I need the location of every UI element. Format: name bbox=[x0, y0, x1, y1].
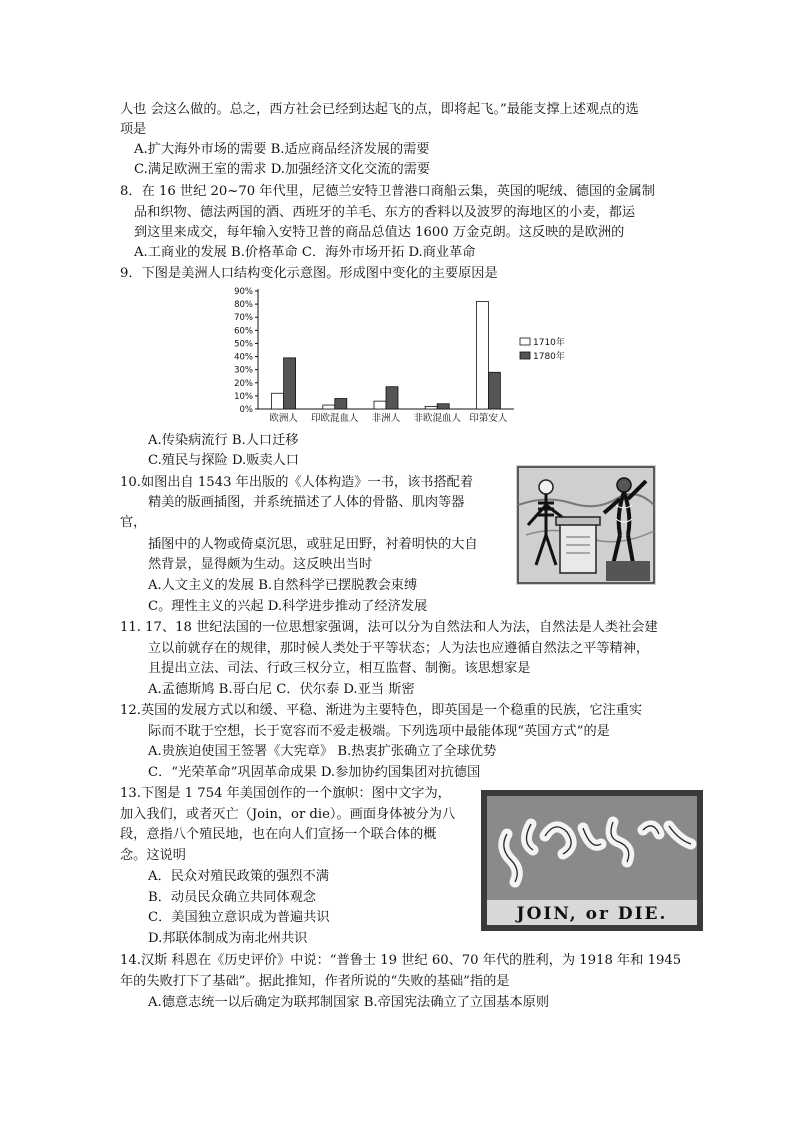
y-tick-label: 30% bbox=[234, 365, 253, 376]
x-category-label: 非欧混血人 bbox=[413, 413, 461, 424]
x-category-label: 印第安人 bbox=[469, 413, 508, 424]
q10-stem-line1: 10.如图出自 1543 年出版的《人体构造》一书，该书搭配着 bbox=[120, 475, 474, 490]
q11-stem-line3: 且提出立法、司法、行政三权分立，相互监督、制衡。该思想家是 bbox=[148, 661, 531, 676]
legend-swatch bbox=[520, 352, 530, 359]
y-tick-label: 60% bbox=[234, 326, 253, 337]
q9-options-cd: C.殖民与探险 D.贩卖人口 bbox=[148, 453, 299, 468]
x-category-label: 欧洲人 bbox=[269, 413, 298, 424]
q12-options-cd: C．“光荣革命”巩固革命成果 D.参加协约国集团对抗德国 bbox=[148, 765, 481, 780]
population-bar-chart bbox=[228, 285, 565, 431]
q14-stem-line2: 年的失败打下了基础”。据此推知，作者所说的“失败的基础”指的是 bbox=[120, 974, 510, 989]
q8-stem-line3: 到这里来成交，每年输入安特卫普的商品总值达 1600 万金克朗。这反映的是欧洲的 bbox=[134, 225, 625, 240]
y-tick-label: 40% bbox=[234, 352, 253, 363]
bar-1710 bbox=[425, 406, 437, 409]
q11-stem-line2: 立以前就存在的规律，那时候人类处于平等状态；人为法也应遵循自然法之平等精神， bbox=[148, 641, 650, 656]
q13-stem-line1: 13.下图是 1 754 年美国创作的一个旗帜：图中文字为， bbox=[120, 786, 451, 801]
join-or-die-illustration bbox=[481, 790, 703, 931]
q8-options: A.工商业的发展 B.价格革命 C．海外市场开拓 D.商业革命 bbox=[134, 245, 476, 260]
q12-options-ab: A.贵族迫使国王签署《大宪章》 B.热衷扩张确立了全球优势 bbox=[148, 744, 497, 759]
q10-stem-line5: 然背景，显得颇为生动。这反映出当时 bbox=[148, 557, 373, 572]
y-tick-label: 20% bbox=[234, 378, 253, 389]
q13-option-a: A．民众对殖民政策的强烈不满 bbox=[148, 869, 329, 884]
q9-stem: 9．下图是美洲人口结构变化示意图。形成图中变化的主要原因是 bbox=[120, 266, 498, 281]
q9-options-ab: A.传染病流行 B.人口迁移 bbox=[148, 433, 299, 448]
bar-1710 bbox=[323, 405, 335, 409]
q12-stem-line1: 12.英国的发展方式以和缓、平稳、渐进为主要特色，即英国是一个稳重的民族，它注重实 bbox=[120, 703, 643, 718]
q10-stem-line4: 插图中的人物或倚桌沉思，或驻足田野，衬着明快的大自 bbox=[148, 537, 478, 552]
legend-label: 1710年 bbox=[533, 338, 565, 348]
y-tick-label: 80% bbox=[234, 300, 253, 311]
q13-stem-line3: 段，意指八个殖民地，也在向人们宣扬一个联合体的概 bbox=[120, 827, 437, 842]
bar-1780 bbox=[335, 399, 347, 409]
q7-stem-line1: 人也 会这么做的。总之，西方社会已经到达起飞的点，即将起飞。”最能支撑上述观点的选 bbox=[120, 102, 639, 117]
q8-stem-line2: 品和织物、德法两国的酒、西班牙的羊毛、东方的香料以及波罗的海地区的小麦，都运 bbox=[134, 205, 636, 220]
q7-stem-line2: 项是 bbox=[120, 122, 147, 137]
q10-stem-line2: 精美的版画插图，并系统描述了人体的骨骼、肌肉等器 bbox=[148, 495, 465, 510]
q12-stem-line2: 际而不耽于空想，长于宽容而不爱走极端。下列选项中最能体现“英国方式”的是 bbox=[148, 724, 610, 739]
y-tick-label: 50% bbox=[234, 339, 253, 350]
q11-options: A.孟德斯鸠 B.哥白尼 C．伏尔泰 D.亚当 斯密 bbox=[148, 682, 415, 697]
y-tick-label: 0% bbox=[239, 405, 253, 415]
q13-option-b: B．动员民众确立共同体观念 bbox=[148, 890, 316, 905]
q11-stem-line1: 11. 17、18 世纪法国的一位思想家强调，法可以分为自然法和人为法，自然法是人类社会建 bbox=[120, 620, 658, 635]
q7-options-cd: C.满足欧洲王室的需求 D.加强经济文化交流的需要 bbox=[134, 162, 431, 177]
q7-options-ab: A.扩大海外市场的需要 B.适应商品经济发展的需要 bbox=[134, 142, 430, 157]
bar-1780 bbox=[488, 372, 500, 409]
q14-options-ab: A.德意志统一以后确定为联邦制国家 B.帝国宪法确立了立国基本原则 bbox=[148, 995, 550, 1010]
bar-1710 bbox=[374, 401, 386, 409]
q8-stem-line1: 8．在 16 世纪 20~70 年代里，尼德兰安特卫普港口商船云集，英国的呢绒、德国的金属制 bbox=[120, 184, 655, 199]
bar-1780 bbox=[386, 387, 398, 409]
anatomy-woodcut-illustration bbox=[516, 465, 656, 585]
q13-option-c: C．美国独立意识成为普遍共识 bbox=[148, 910, 330, 925]
q13-stem-line4: 念。这说明 bbox=[120, 848, 186, 863]
bar-1780 bbox=[437, 404, 449, 409]
q13-stem-line2: 加入我们，或者灭亡（Join，or die）。画面身体被分为八 bbox=[120, 807, 456, 822]
bar-1710 bbox=[272, 393, 284, 409]
bar-1710 bbox=[476, 301, 488, 409]
x-category-label: 非洲人 bbox=[371, 413, 401, 424]
q10-options-ab: A.人文主义的发展 B.自然科学已摆脱教会束缚 bbox=[148, 578, 418, 593]
q10-options-cd: C。理性主义的兴起 D.科学进步推动了经济发展 bbox=[148, 599, 428, 614]
y-tick-label: 90% bbox=[234, 287, 253, 297]
y-tick-label: 10% bbox=[234, 391, 253, 402]
legend-label: 1780年 bbox=[533, 352, 565, 362]
q14-stem-line1: 14.汉斯 科恩在《历史评价》中说：“普鲁士 19 世纪 60、70 年代的胜利，为 1918 年和 1945 bbox=[120, 953, 682, 968]
q10-stem-line3: 官， bbox=[120, 515, 147, 530]
legend-swatch bbox=[520, 338, 530, 345]
bar-1780 bbox=[284, 358, 296, 409]
q13-option-d: D.邦联体制成为南北州共识 bbox=[148, 931, 308, 946]
y-tick-label: 70% bbox=[234, 313, 253, 324]
x-category-label: 印欧混血人 bbox=[311, 413, 359, 424]
snake-caption: JOIN, or DIE. bbox=[516, 904, 668, 924]
